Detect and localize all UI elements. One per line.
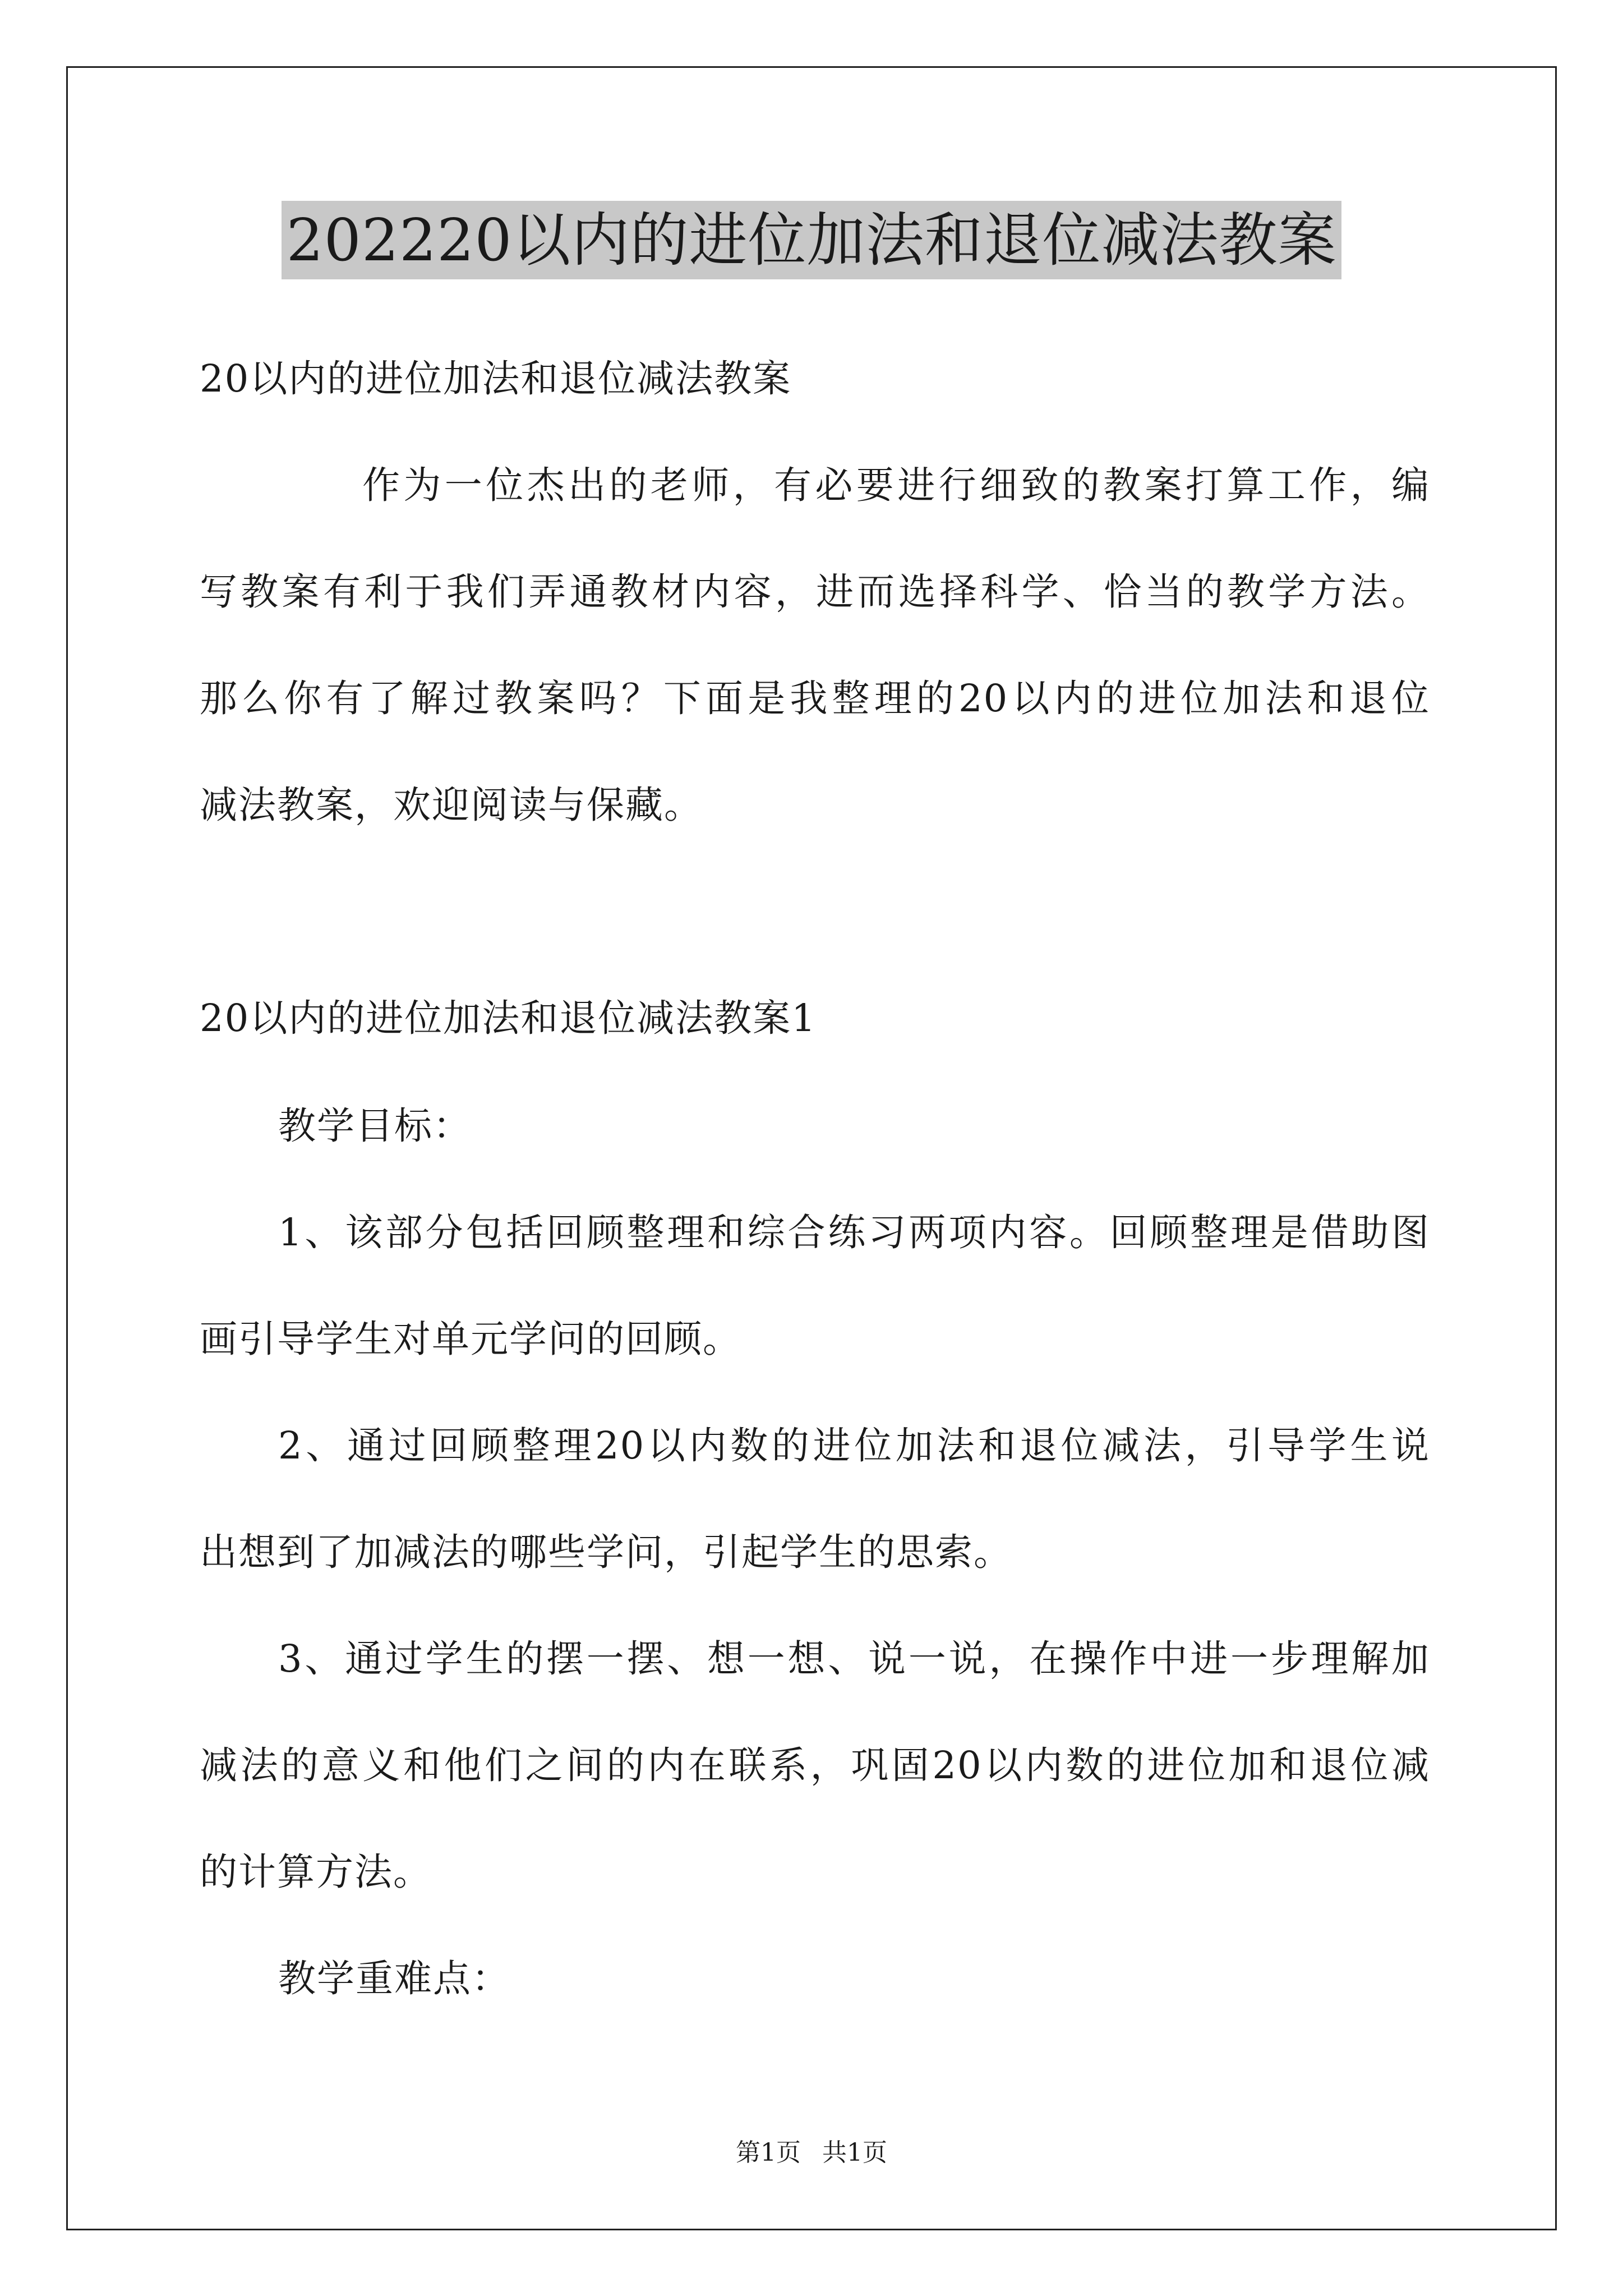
title-container	[0, 201, 1623, 279]
intro-line-1: 作为一位杰出的老师，有必要进行细致的教案打算工作，编	[362, 463, 1430, 507]
section-heading: 20以内的进位加法和退位减法教案1	[200, 996, 817, 1040]
objective-line-7: 的计算方法。	[200, 1850, 432, 1894]
objective-line-2: 画引导学生对单元学问的回顾。	[200, 1317, 741, 1361]
objective-line-1: 1、该部分包括回顾整理和综合练习两项内容。回顾整理是借助图	[278, 1211, 1430, 1254]
page-total: 共1页	[822, 2138, 887, 2167]
intro-line-3: 那么你有了解过教案吗？下面是我整理的20以内的进位加法和退位	[200, 677, 1430, 720]
intro-line-4: 减法教案，欢迎阅读与保藏。	[200, 783, 703, 827]
objectives-heading: 教学目标：	[278, 1104, 472, 1148]
intro-line-2: 写教案有利于我们弄通教材内容，进而选择科学、恰当的教学方法。	[200, 570, 1430, 614]
objective-line-5: 3、通过学生的摆一摆、想一想、说一说，在操作中进一步理解加	[278, 1637, 1430, 1681]
page-number: 第1页	[736, 2138, 801, 2167]
objective-line-3: 2、通过回顾整理20以内数的进位加法和退位减法，引导学生说	[278, 1424, 1430, 1467]
objective-line-6: 减法的意义和他们之间的内在联系，巩固20以内数的进位加和退位减	[200, 1743, 1430, 1787]
key-points-heading: 教学重难点：	[278, 1957, 510, 2000]
objective-line-4: 出想到了加减法的哪些学问，引起学生的思索。	[200, 1530, 1012, 1574]
document-title: 202220以内的进位加法和退位减法教案	[282, 201, 1341, 279]
page-footer	[0, 2136, 1623, 2170]
subtitle: 20以内的进位加法和退位减法教案	[200, 357, 792, 401]
